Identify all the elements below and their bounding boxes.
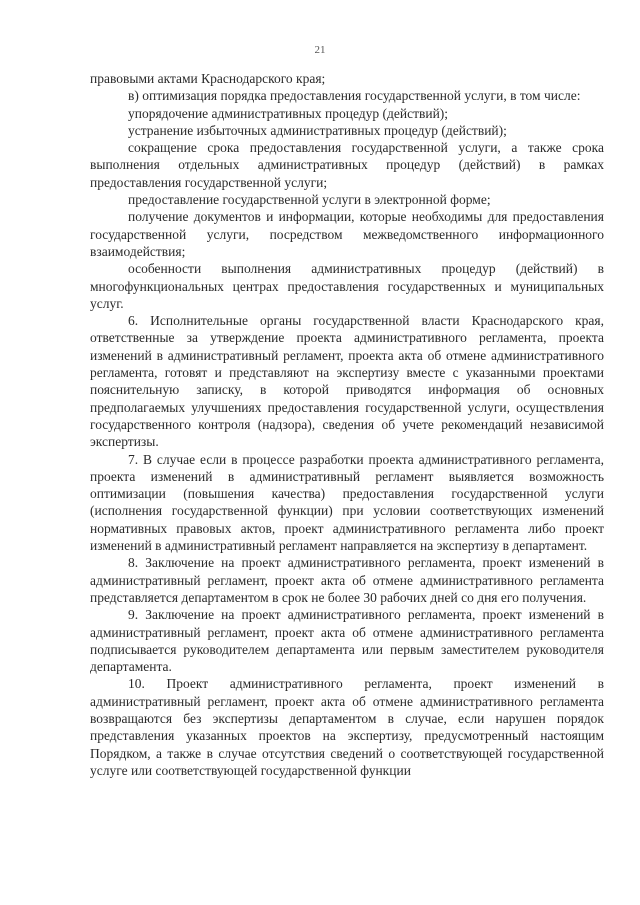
paragraph: правовыми актами Краснодарского края;: [90, 71, 326, 86]
paragraph: предоставление государственной услуги в электронной форме;: [128, 192, 491, 208]
paragraph: 9. Заключение на проект административного регламента, проект изменений в административный регламент, проект акта об отмене административного регламента подписывается руководителем департамента или первым заместителем руководителя департамента.: [90, 607, 604, 675]
paragraph: в) оптимизация порядка предоставления государственной услуги, в том числе:: [128, 88, 581, 104]
paragraph: 10. Проект административного регламента, проект изменений в административный регламент, проект акта об отмене административного регламента возвращаются без экспертизы департаментом в случае, если нарушен порядок представления указанных проектов на экспертизу, предусмотренный настоящим Порядком, а также в случае отсутствия сведений о соответствующей государственной услуге или соответствующей государственной функции: [90, 676, 604, 778]
document-body: [90, 70, 604, 779]
paragraph: 7. В случае если в процессе разработки проекта административного регламента, проекта изменений в административный регламент выявляется возможность оптимизации (повышения качества) предоставления государственной услуги (исполнения государственной функции) при условии соответствующих изменений нормативных правовых актов, проект административного регламента либо проект изменений в административный регламент направляется на экспертизу в департамент.: [90, 451, 604, 554]
paragraph: особенности выполнения административных процедур (действий) в многофункциональных центрах предоставления государственных и муниципальных услуг.: [90, 261, 604, 311]
paragraph: 8. Заключение на проект административного регламента, проект изменений в административный регламент, проект акта об отмене административного регламента представляется департаментом в срок не более 30 рабочих дней со дня его получения.: [90, 555, 604, 605]
paragraph: 6. Исполнительные органы государственной власти Краснодарского края, ответственные за утверждение проекта административного регламента, проекта изменений в административный регламент, проекта акта об отмене административного регламента, готовят и представляют на экспертизу вместе с указанными проектами пояснительную записку, в которой приводятся информация об основных предполагаемых улучшениях предоставления государственной услуги, осуществления государственного контроля (надзора), сведения об учете рекомендаций независимой экспертизы.: [90, 313, 604, 450]
paragraph: сокращение срока предоставления государственной услуги, а также срока выполнения отдельных административных процедур (действий) в рамках предоставления государственной услуги;: [90, 140, 604, 190]
paragraph: получение документов и информации, которые необходимы для предоставления государственной услуги, посредством межведомственного информационного взаимодействия;: [90, 209, 604, 259]
paragraph: упорядочение административных процедур (действий);: [128, 105, 449, 121]
page-number: 21: [314, 44, 326, 56]
paragraph: устранение избыточных административных процедур (действий);: [128, 122, 507, 138]
